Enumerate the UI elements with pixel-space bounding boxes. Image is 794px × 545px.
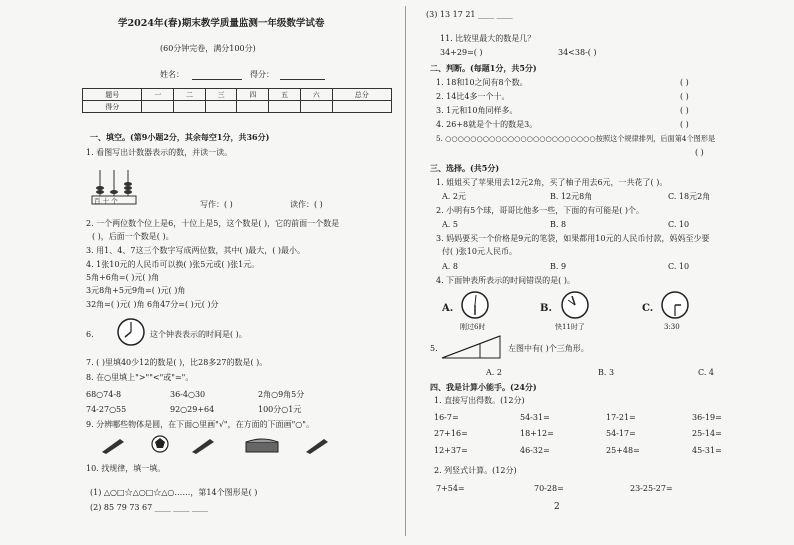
q8-item[interactable]: 100分○1元 <box>258 405 302 414</box>
judge-answer[interactable]: ( ) <box>680 92 689 101</box>
score-cell[interactable] <box>142 101 174 113</box>
question-10a: (1) △○□☆△○□☆△○……，第14个图形是( ) <box>90 488 258 497</box>
score-header: 一 <box>142 89 174 101</box>
score-row-label: 得分 <box>83 101 142 113</box>
question-6-number: 6. <box>86 330 94 339</box>
vertical-calc-item[interactable]: 70-28= <box>534 484 564 493</box>
pencil-icon <box>304 436 330 454</box>
q8-item[interactable]: 68○74-8 <box>86 390 122 399</box>
exam-subtitle: (60分钟完卷，满分100分) <box>160 44 256 53</box>
judge-item: 3. 1元和10角同样多。 <box>436 106 518 115</box>
name-blank[interactable] <box>192 79 242 80</box>
question-8: 8. 在○里填上">""<"或"="。 <box>86 373 194 382</box>
pencil-icon <box>100 436 126 454</box>
score-cell[interactable] <box>332 101 391 113</box>
clock-c-caption: 3:30 <box>664 323 680 331</box>
column-divider <box>405 6 406 536</box>
score-header: 四 <box>237 89 269 101</box>
question-3: 3. 用1、4、7这三个数字写成两位数，其中( )最大，( )最小。 <box>86 246 306 255</box>
choice-option[interactable]: C. 10 <box>668 220 690 229</box>
question-1: 1. 看图写出计数器表示的数，并读一读。 <box>86 148 233 157</box>
choice-option[interactable]: B. 9 <box>550 262 567 271</box>
question-6-text: 这个钟表表示的时间是( )。 <box>150 330 247 339</box>
calc-item[interactable]: 16-7= <box>434 413 459 422</box>
score-header: 总分 <box>332 89 391 101</box>
clock-b-caption: 快11时了 <box>555 323 585 331</box>
question-7: 7. ( )里填40少12的数是( )，比28多27的数是( )。 <box>86 358 268 367</box>
question-10c: (3) 13 17 21 ____ ____ <box>426 10 513 19</box>
right-column <box>410 0 794 545</box>
section-4-title: 四、我是计算小能手。(24分) <box>430 382 537 392</box>
judge-answer[interactable]: ( ) <box>695 148 704 157</box>
score-cell[interactable] <box>300 101 332 113</box>
score-label: 得分： <box>250 70 274 79</box>
question-10b: (2) 85 79 73 67 ____ ____ ____ <box>90 503 208 512</box>
question-4b: 5角+6角=( )元( )角 <box>86 273 160 282</box>
q8-item[interactable]: 92○29+64 <box>170 405 215 414</box>
question-2b: ( )，后面一个数是( )。 <box>92 232 174 241</box>
vertical-calc-item[interactable]: 23-25-27= <box>630 484 673 493</box>
vertical-calc-item[interactable]: 7+54= <box>436 484 465 493</box>
score-header: 五 <box>269 89 301 101</box>
q1-write[interactable]: 写作：( ) <box>200 200 233 209</box>
question-10: 10. 找规律，填一填。 <box>86 464 166 473</box>
choice-1: 1. 姐姐买了苹果用去12元2角，买了柚子用去6元，一共花了( )。 <box>436 178 668 187</box>
score-cell[interactable] <box>237 101 269 113</box>
clock-a-caption: 刚过6时 <box>460 323 486 331</box>
judge-item: 5. ○○○○○○○○○○○○○○○○○○○○○○○○按照这个规律排列，后面第4个图形是 <box>436 134 716 143</box>
triangle-figure-icon <box>440 334 502 360</box>
choice-option[interactable]: C. <box>642 303 654 314</box>
score-table-header-row <box>83 89 392 101</box>
section-3-title: 三、选择。(共5分) <box>430 163 500 173</box>
choice-3b: 付( )张10元人民币。 <box>442 247 517 256</box>
choice-option[interactable]: A. 2 <box>486 368 502 377</box>
calc-item[interactable]: 25+48= <box>606 446 640 455</box>
choice-option[interactable]: C. 18元2角 <box>668 192 711 201</box>
choice-option[interactable]: A. 2元 <box>442 192 466 201</box>
choice-option[interactable]: A. 8 <box>442 262 458 271</box>
question-4: 4. 1张10元的人民币可以换( )张5元或( )张1元。 <box>86 260 260 269</box>
calc-item[interactable]: 18+12= <box>520 429 554 438</box>
choice-2: 2. 小明有5个球，哥哥比他多一些，下面的有可能是( )个。 <box>436 206 645 215</box>
score-cell[interactable] <box>174 101 206 113</box>
score-table <box>82 88 392 113</box>
choice-option[interactable]: A. <box>442 303 454 314</box>
clock-b-icon <box>560 290 590 320</box>
name-label: 姓名： <box>160 70 184 79</box>
exam-title: 学2024年(春)期末教学质量监测一年级数学试卷 <box>118 18 325 29</box>
choice-3: 3. 妈妈要买一个价格是9元的笔袋，如果都用10元的人民币付款，妈妈至少要 <box>436 234 710 243</box>
choice-option[interactable]: B. <box>540 303 552 314</box>
judge-item: 1. 18和10之间有8个数。 <box>436 78 528 87</box>
score-table-score-row <box>83 101 392 113</box>
clock-icon <box>116 317 146 347</box>
clock-a-icon <box>460 290 490 320</box>
calc-item[interactable]: 45-31= <box>692 446 722 455</box>
calc-item[interactable]: 46-32= <box>520 446 550 455</box>
calc-item[interactable]: 27+16= <box>434 429 468 438</box>
calc-item[interactable]: 36-19= <box>692 413 722 422</box>
question-11: 11. 比较里最大的数是几？ <box>440 34 536 43</box>
ball-icon <box>150 434 170 454</box>
judge-answer[interactable]: ( ) <box>680 106 689 115</box>
question-4d: 32角=( )元( )角 6角47分=( )元( )分 <box>86 300 219 309</box>
question-4c: 3元8角+5元9角=( )元( )角 <box>86 286 186 295</box>
clock-c-icon <box>660 290 690 320</box>
page-number: 2 <box>554 502 560 512</box>
judge-answer[interactable]: ( ) <box>680 120 689 129</box>
q8-item[interactable]: 74-27○55 <box>86 405 127 414</box>
choice-option[interactable]: B. 12元8角 <box>550 192 593 201</box>
calc-item[interactable]: 17-21= <box>606 413 636 422</box>
q8-item[interactable]: 2角○9角5分 <box>258 390 305 399</box>
score-header: 六 <box>300 89 332 101</box>
counter-label: 百 十 个 <box>94 197 118 205</box>
judge-item: 2. 14比4多一个十。 <box>436 92 510 101</box>
choice-5-number: 5. <box>430 344 438 353</box>
score-header: 三 <box>205 89 237 101</box>
choice-option[interactable]: B. 3 <box>598 368 615 377</box>
question-11a[interactable]: 34+29=( ) <box>440 48 483 57</box>
choice-option[interactable]: C. 10 <box>668 262 690 271</box>
judge-item: 4. 26+8就是个十的数是3。 <box>436 120 538 129</box>
calc-item[interactable]: 54-31= <box>520 413 550 422</box>
q1-read[interactable]: 读作：( ) <box>290 200 323 209</box>
choice-option[interactable]: A. 5 <box>442 220 458 229</box>
choice-5-text: 左图中有( )个三角形。 <box>508 344 589 353</box>
calc-part-1: 1. 直接写出得数。(12分) <box>434 396 525 405</box>
choice-option[interactable]: C. 4 <box>698 368 715 377</box>
judge-answer[interactable]: ( ) <box>680 78 689 87</box>
question-2: 2. 一个两位数个位上是6，十位上是5，这个数是( )，它的前面一个数是 <box>86 219 340 228</box>
score-cell[interactable] <box>269 101 301 113</box>
score-header: 二 <box>174 89 206 101</box>
pencil-icon <box>190 436 216 454</box>
calc-part-2: 2. 列竖式计算。(12分) <box>434 466 517 475</box>
calc-item[interactable]: 25-14= <box>692 429 722 438</box>
q8-item[interactable]: 36-4○30 <box>170 390 206 399</box>
section-1-title: 一、填空。(第9小题2分，其余每空1分，共36分) <box>90 132 270 142</box>
calc-item[interactable]: 54-17= <box>606 429 636 438</box>
calc-item[interactable]: 12+37= <box>434 446 468 455</box>
cake-icon <box>244 436 280 454</box>
section-2-title: 二、判断。(每题1分，共5分) <box>430 63 537 73</box>
score-cell[interactable] <box>205 101 237 113</box>
choice-option[interactable]: B. 8 <box>550 220 567 229</box>
question-9: 9. 分辨哪些物体是圆，在下面○里画"√"，在方面的下面画"○"。 <box>86 420 314 429</box>
score-blank[interactable] <box>280 79 325 80</box>
choice-4: 4. 下面钟表所表示的时间错误的是( )。 <box>436 276 575 285</box>
question-11b[interactable]: 34<38-( ) <box>558 48 597 57</box>
score-header: 题号 <box>83 89 142 101</box>
